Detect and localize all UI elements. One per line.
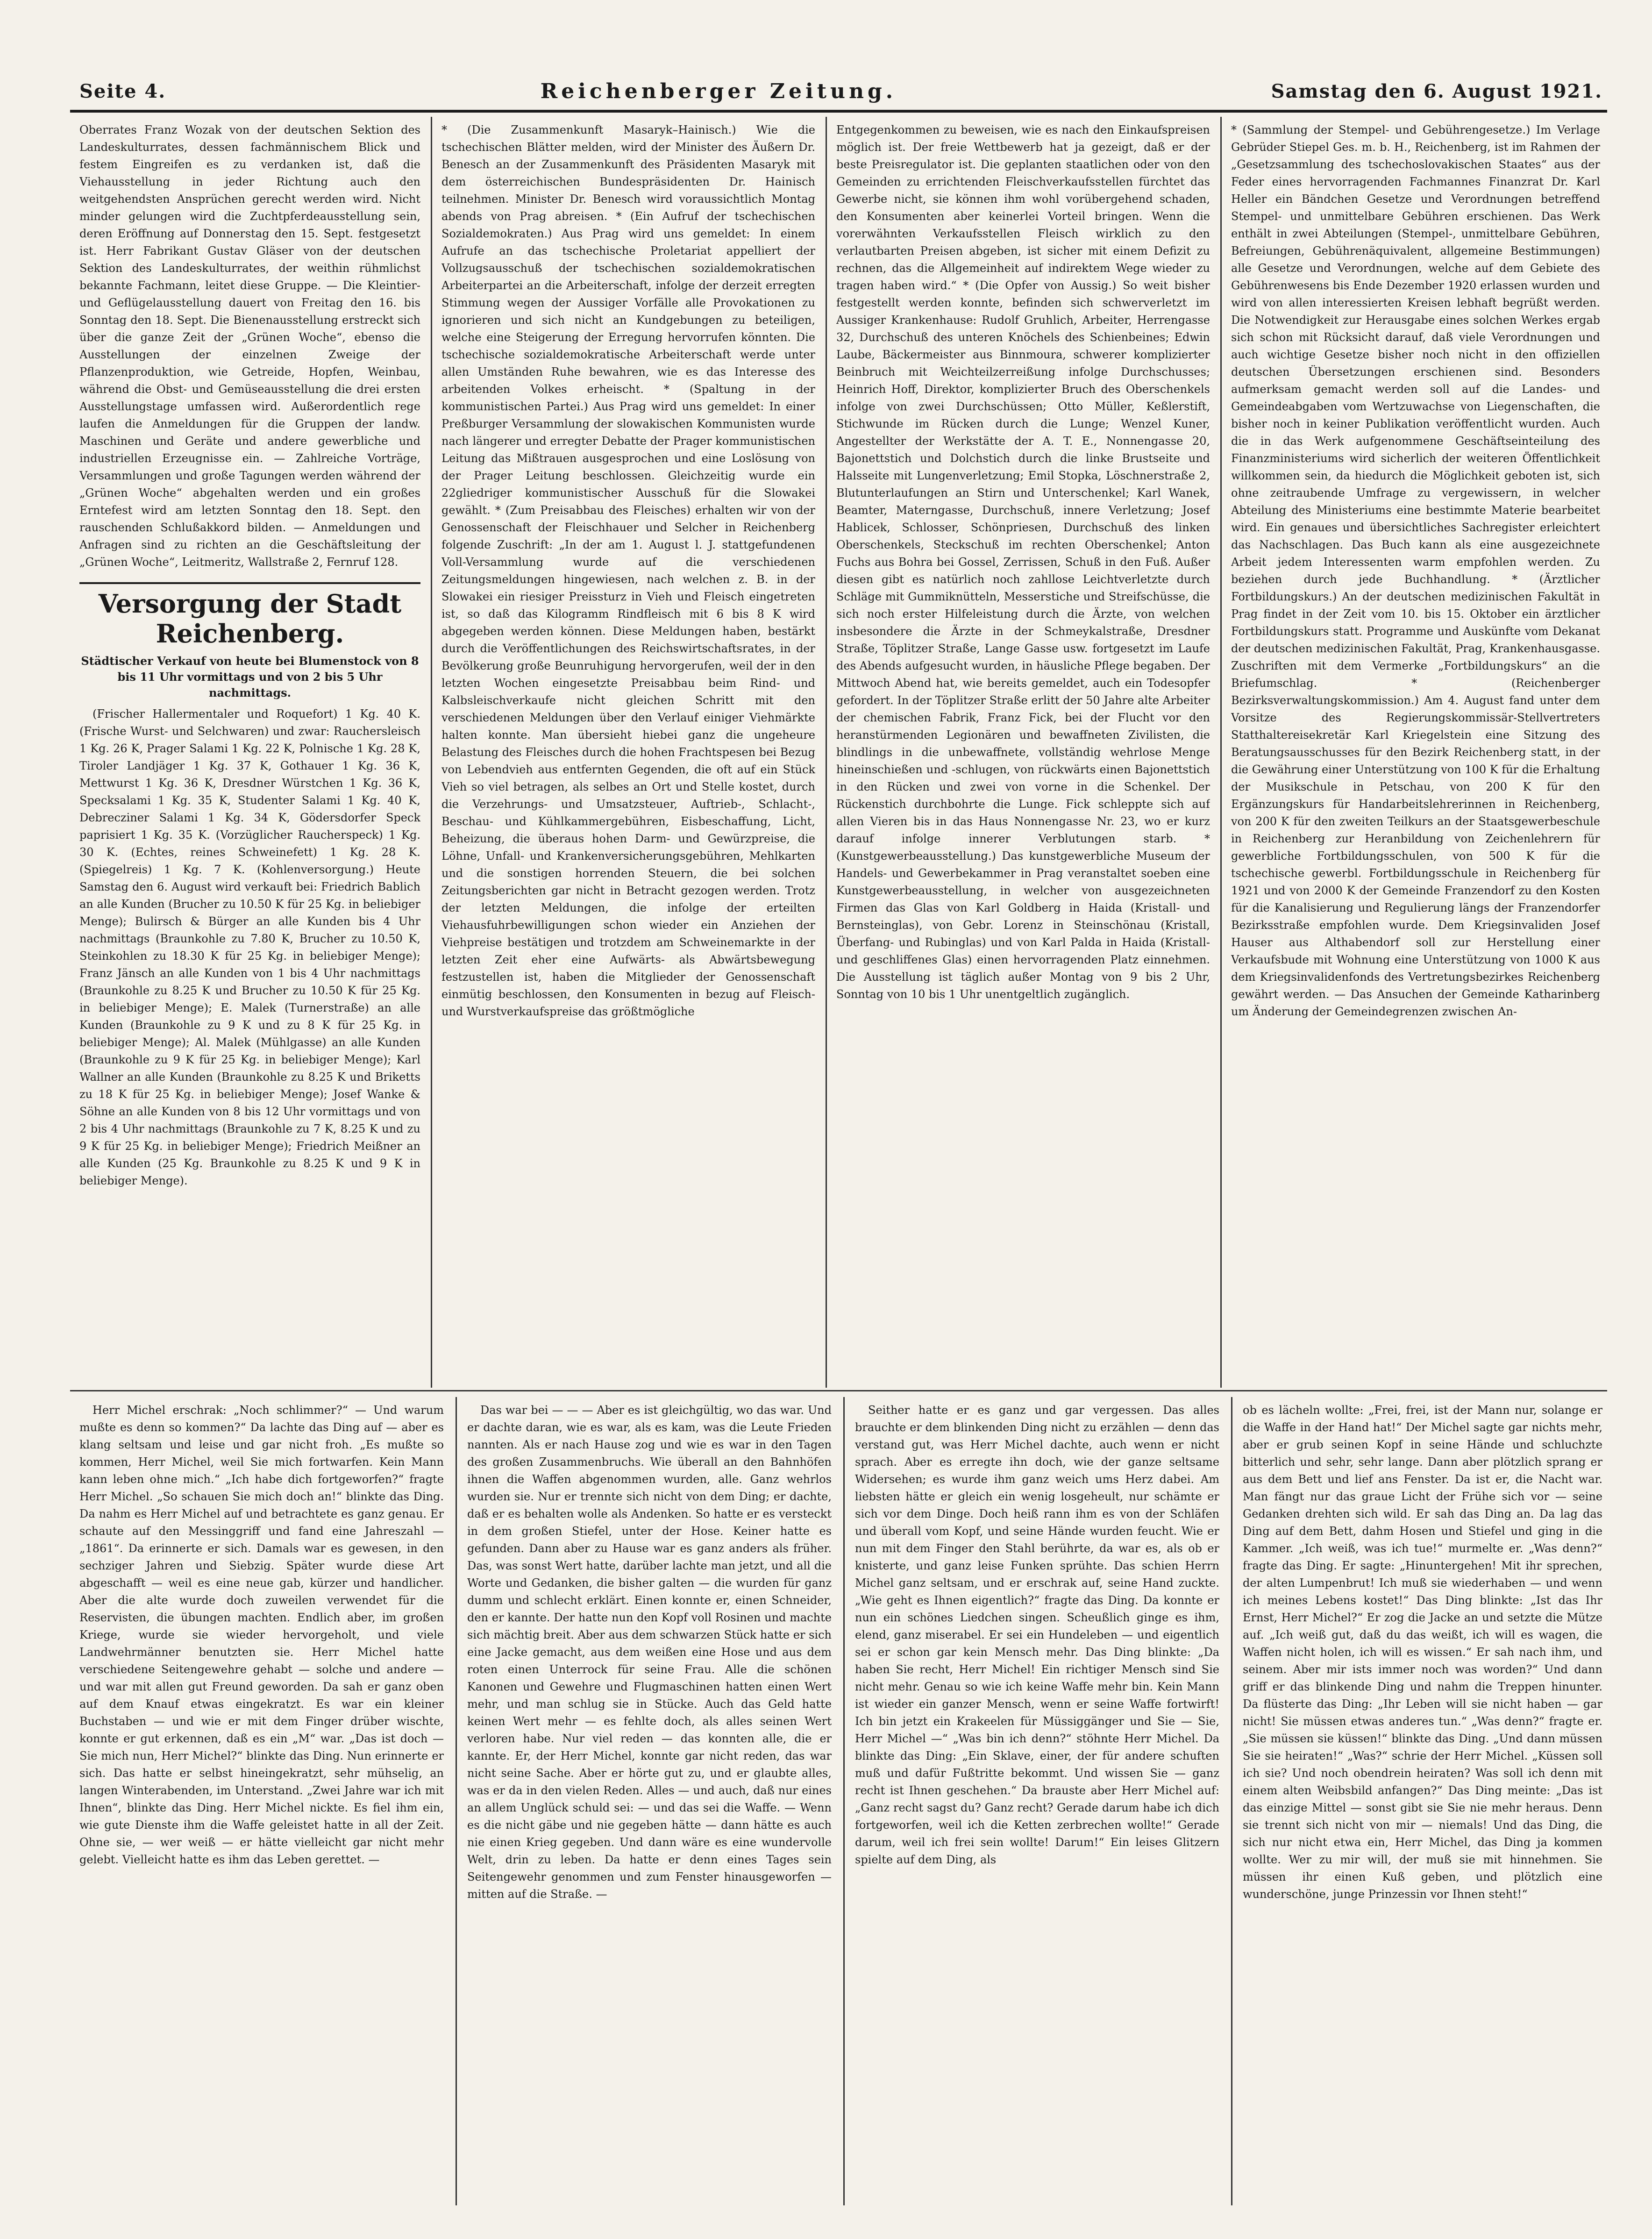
- top-column-1: [79, 121, 420, 1383]
- column-divider: [1231, 1397, 1232, 2205]
- top-column-4: [1231, 121, 1600, 1383]
- article-column-4: * (Sammlung der Stempel- und Gebührengesetze.) Im Verlage Gebrüder Stiepel Ges. m. b. H., Reichenberg, ist im Rahmen der „Gesetzsammlung des tschechoslovakischen Staates“ aus der Feder eines hervorragenden Fachmannes Finanzrat Dr. Karl Heller ein Bändchen Gesetze und Verordnungen betreffend Stempel- und unmittelbare Gebühren erschienen. Das Werk enthält in zwei Abteilungen (Stempel-, unmittelbare Gebühren, Befreiungen, Gebührenäquivalent, allgemeine Bestimmungen) alle Gesetze und Verordnungen, welche auf dem Gebiete des Gebührenwesens bis Ende Dezember 1920 erlassen wurden und wird von allen interessierten Kreisen lebhaft begrüßt werden. Die Notwendigkeit zur Herausgabe eines solchen Werkes ergab sich schon mit Rücksicht darauf, daß viele Verordnungen und auch wichtige Gesetze bisher noch nicht in den offiziellen deutschen Übersetzungen erschienen sind. Besonders aufmerksam gemacht werden soll auf die Landes- und Gemeindeabgaben vom Wertzuwachse von Liegenschaften, die bisher noch in keiner Publikation veröffentlicht wurden. Auch die in das Werk aufgenommene Geschäftseinteilung des Finanzministeriums wird sicherlich der weiteren Öffentlichkeit willkommen sein, da hiedurch die Möglichkeit geboten ist, sich ohne zeitraubende Umfrage zu vergewissern, in welcher Abteilung des Ministeriums eine bestimmte Materie bearbeitet wird. Ein genaues und übersichtliches Sachregister erleichtert das Nachschlagen. Das Buch kann als eine ausgezeichnete Arbeit jedem Interessenten warm empfohlen werden. Zu beziehen durch jede Buchhandlung. * (Ärztlicher Fortbildungskurs.) An der deutschen medizinischen Fakultät in Prag findet in der Zeit vom 10. bis 15. Oktober ein ärztlicher Fortbildungskurs statt. Programme und Auskünfte vom Dekanat der deutschen medizinischen Fakultät, Prag, Krankenhausgasse. Zuschriften mit dem Vermerke „Fortbildungskurs“ an die Briefumschlag. * (Reichenberger Bezirksverwaltungskommission.) Am 4. August fand unter dem Vorsitze des Regierungskommissär-Stellvertreters Statthaltereisekretär Karl Kriegelstein eine Sitzung des Beratungsausschusses für den Bezirk Reichenberg statt, in der die Gewährung einer Unterstützung von 100 K für die Erhaltung der Musikschule in Petschau, von 200 K für den Ergänzungskurs für Handarbeitslehrerinnen in Reichenberg, von 200 K für den zweiten Teilkurs an der Staatsgewerbeschule in Reichenberg zur Heranbildung von Zeichenlehrern für gewerbliche Fortbildungsschulen, von 500 K für die tschechische gewerbl. Fortbildungsschule in Reichenberg für 1921 und von 2000 K der Gemeinde Franzendorf zu den Kosten für die Kanalisierung und Regulierung längs der Franzendorfer Bezirksstraße empfohlen wurde. Dem Kriegsinvaliden Josef Hauser aus Althabendorf soll zur Herstellung einer Verkaufsbude mit Wohnung eine Unterstützung von 1000 K aus dem Kriegsinvalidenfonds des Vertretungsbezirkes Reichenberg gewährt werden. — Das Ansuchen der Gemeinde Katharinberg um Änderung der Gemeindegrenzen zwischen An-: [1231, 123, 1600, 1018]
- section-heading-versorgung: Versorgung der Stadt Reichenberg.: [79, 582, 420, 649]
- column-divider: [1220, 117, 1222, 1388]
- header-rule: [70, 110, 1607, 113]
- column-divider: [843, 1397, 845, 2205]
- top-column-3: [836, 121, 1210, 1383]
- issue-date: Samstag den 6. August 1921.: [1271, 80, 1602, 102]
- page-number: Seite 4.: [79, 80, 166, 102]
- feuilleton-column-3: [855, 1402, 1219, 2205]
- page-header: [79, 77, 1602, 105]
- feuilleton-text: Das war bei — — — Aber es ist gleichgültig, wo das war. Und er dachte daran, wie es war, als es kam, was die Leute Frieden nannten. Als er nach Hause zog und wie es war in den Tagen des großen Zusammenbruchs. Wie überall an den Bahnhöfen ihnen die Waffen abgenommen wurden, alle. Ganz wehrlos wurden sie. Nur er trennte sich nicht von dem Ding; er dachte, daß er es behalten wolle als Andenken. So hatte er es versteckt in dem großen Stiefel, unter der Hose. Keiner hatte es gefunden. Dann aber zu Hause war es ganz anders als früher. Das, was sonst Wert hatte, darüber lachte man jetzt, und all die Worte und Gedanken, die bisher galten — die wurden für ganz dumm und schlecht erklärt. Einen konnte er, einen Schneider, den er kannte. Der hatte nun den Kopf voll Rosinen und machte sich mächtig breit. Aber aus dem schwarzen Stück hatte er sich eine Jacke gemacht, aus dem weißen eine Hose und aus dem roten einen Unterrock für seine Frau. Alle die schönen Kanonen und Gewehre und Flugmaschinen hatten einen Wert mehr, und man schlug sie in Stücke. Auch das Geld hatte keinen Wert mehr — es fehlte doch, als alles seinen Wert verloren habe. Nur viel reden — das konnten alle, die er kannte. Er, der Herr Michel, konnte gar nicht reden, das war nicht seine Sache. Aber er hörte gut zu, und er glaubte alles, was er da in den vielen Reden. Alles — und auch, daß nur eines an allem Unglück schuld sei: — und das sei die Waffe. — Wenn es die nicht gäbe und nie gegeben hätte — dann hätte es auch nie einen Krieg gegeben. Und dann wäre es eine wundervolle Welt, drin zu leben. Da hatte er denn eines Tages sein Seitengewehr genommen und zum Fenster hinausgeworfen — mitten auf die Straße. —: [467, 1404, 832, 1901]
- article-column-2: * (Die Zusammenkunft Masaryk–Hainisch.) Wie die tschechischen Blätter melden, wird der Minister des Äußern Dr. Benesch an der Zusammenkunft des Präsidenten Masaryk mit dem österreichischen Bundespräsidenten Dr. Hainisch teilnehmen. Minister Dr. Benesch wird voraussichtlich Montag abends von Prag abreisen. * (Ein Aufruf der tschechischen Sozialdemokraten.) Aus Prag wird uns gemeldet: In einem Aufrufe an das tschechische Proletariat appelliert der Vollzugsausschuß der tschechischen sozialdemokratischen Arbeiterpartei an die Arbeiterschaft, infolge der derzeit erregten Stimmung wegen der Aussiger Vorfälle alle Provokationen zu ignorieren und sich nicht an Kundgebungen zu beteiligen, welche eine Steigerung der Erregung hervorrufen könnten. Die tschechische sozialdemokratische Arbeiterschaft werde unter allen Umständen Ruhe bewahren, wie es das Interesse des arbeitenden Volkes erheischt. * (Spaltung in der kommunistischen Partei.) Aus Prag wird uns gemeldet: In einer Preßburger Versammlung der slowakischen Kommunisten wurde nach längerer und erregter Debatte der Prager kommunistischen Leitung das Mißtrauen ausgesprochen und eine Loslösung von der Prager Leitung beschlossen. Gleichzeitig wurde ein 22gliedriger kommunistischer Ausschuß für die Slowakei gewählt. * (Zum Preisabbau des Fleisches) erhalten wir von der Genossenschaft der Fleischhauer und Selcher in Reichenberg folgende Zuschrift: „In der am 1. August l. J. stattgefundenen Voll-Versammlung wurde auf die verschiedenen Zeitungsmeldungen hingewiesen, nach welchen z. B. in der Slowakei ein riesiger Preissturz in Vieh und Fleisch eingetreten ist, so daß das Kilogramm Rindfleisch mit 6 bis 8 K wird abgegeben werden können. Diese Meldungen haben, bestärkt durch die Veröffentlichungen des Reichswirtschaftsrates, in der Bevölkerung große Beunruhigung hervorgerufen, weil der in den letzten Wochen eingesetzte Preisabbau beim Rind- und Kalbsleischverkaufe nicht gleichen Schritt mit den verschiedenen Meldungen über den Verlauf einiger Viehmärkte halten konnte. Man übersieht hiebei ganz die ungeheure Belastung des Fleisches durch die hohen Frachtspesen bei Bezug von Lebendvieh aus entfernten Gegenden, die oft auf ein Stück Vieh so viel betragen, als selbes an Ort und Stelle kostet, durch die Verzehrungs- und Umsatzsteuer, Auftrieb-, Schlacht-, Beschau- und Kühlkammergebühren, Eisbeschaffung, Licht, Beheizung, die überaus hohen Darm- und Gewürzpreise, die Löhne, Unfall- und Krankenversicherungsgebühren, Mehlkarten und die sonstigen horrenden Steuern, die bei solchen Zeitungsberichten gar nicht in Betracht gezogen werden. Trotz der letzten Meldungen, die infolge der erteilten Viehausfuhrbewilligungen schon wieder ein Anziehen der Viehpreise bestätigen und trotzdem am Schweinemarkte in der letzten Zeit eher eine Aufwärts- als Abwärtsbewegung festzustellen ist, haben die Mitglieder der Genossenschaft einmütig beschlossen, den Konsumenten in bezug auf Fleisch- und Wurstverkaufspreise das größtmögliche: [441, 123, 815, 1018]
- feuilleton-text: Herr Michel erschrak: „Noch schlimmer?“ — Und warum mußte es denn so kommen?“ Da lachte das Ding auf — aber es klang seltsam und leise und gar nicht froh. „Es mußte so kommen, Herr Michel, weil Sie mich fortwarfen. Kein Mann kann leben ohne mich.“ „Ich habe dich fortgeworfen?“ fragte Herr Michel. „So schauen Sie mich doch an!“ blinkte das Ding. Da nahm es Herr Michel auf und betrachtete es ganz genau. Er schaute auf den Messinggriff und fand eine Jahreszahl — „1861“. Da erinnerte er sich. Damals war es gewesen, in den sechziger Jahren und Siebzig. Später wurde diese Art abgeschafft — weil es eine neue gab, kürzer und handlicher. Aber die alte wurde doch zuweilen verwendet für die Reservisten, die übungen machten. Endlich aber, im großen Kriege, wurde sie wieder hervorgeholt, und viele Landwehrmänner benutzten sie. Herr Michel hatte verschiedene Seitengewehre gehabt — solche und andere — und war mit allen gut Freund geworden. Da sah er ganz oben auf dem Knauf etwas eingekratzt. Es war ein kleiner Buchstaben — und wie er mit dem Finger drüber wischte, konnte er gut erkennen, daß es ein „M“ war. „Das ist doch — Sie mich nun, Herr Michel?“ blinkte das Ding. Nun erinnerte er sich. Das hatte er selbst hineingekratzt, sehr mühselig, an langen Winterabenden, im Unterstand. „Zwei Jahre war ich mit Ihnen“, blinkte das Ding. Herr Michel nickte. Es fiel ihm ein, wie gute Dienste ihm die Waffe geleistet hatte in all der Zeit. Ohne sie, — wer weiß — er hätte vielleicht gar nicht mehr gelebt. Vielleicht hatte es ihm das Leben gerettet. —: [79, 1404, 444, 1866]
- feuilleton-text: ob es lächeln wollte: „Frei, frei, ist der Mann nur, solange er die Waffe in der Hand hat!“ Der Michel sagte gar nichts mehr, aber er grub seinen Kopf in seine Hände und schluchzte bitterlich und sehr, sehr lange. Dann aber plötzlich sprang er aus dem Bett und lief ans Fenster. Da ist er, die Nacht war. Man fängt nur das graue Licht der Frühe sich vor — seine Gedanken drehten sich wild. Er sah das Ding an. Da lag das Ding auf dem Bett, dahm Hosen und Stiefel und ging in die Kammer. „Ich weiß, was ich tue!“ murmelte er. „Was denn?“ fragte das Ding. Er sagte: „Hinuntergehen! Mit ihr sprechen, der alten Lumpenbrut! Ich muß sie wiederhaben — und wenn ich meines Lebens kostet!“ Das Ding blinkte: „Ist das Ihr Ernst, Herr Michel?“ Er zog die Jacke an und setzte die Mütze auf. „Ich weiß gut, daß du das weißt, ich will es wagen, die Waffen nicht holen, ich will es wissen.“ Er sah nach ihm, und seinem. Aber mir ists immer noch was worden?“ Und dann griff er das blinkende Ding und nahm die Treppen hinunter. Da flüsterte das Ding: „Ihr Leben will sie nicht haben — gar nicht! Sie müssen etwas anderes tun.“ „Was denn?“ fragte er. „Sie müssen sie küssen!“ blinkte das Ding. „Und dann müssen Sie sie heiraten!“ „Was?“ schrie der Herr Michel. „Küssen soll ich sie? Und noch obendrein heiraten? Was soll ich denn mit einem alten Weibsbild anfangen?“ Das Ding meinte: „Das ist das einzige Mittel — sonst gibt sie Sie nie mehr heraus. Denn sie trennt sich nicht von mir — niemals! Und das Ding, die sich nur nicht etwa ein, Herr Michel, das Ding ja kommen wollte. Wer zu mir will, der muß sie mit hinnehmen. Sie müssen ihr einen Kuß geben, und plötzlich eine wunderschöne, junge Prinzessin vor Ihnen steht!“: [1243, 1404, 1602, 1901]
- feuilleton-text: Seither hatte er es ganz und gar vergessen. Das alles brauchte er dem blinkenden Ding nicht zu erzählen — denn das verstand gut, was Herr Michel dachte, auch wenn er nicht sprach. Aber es erregte ihn doch, wie der ganze seltsame Widersehen; es wurde ihm ganz weich ums Herz dabei. Am liebsten hätte er gleich ein wenig losgeheult, nur schämte er sich vor dem Dinge. Doch heiß rann ihm es von der Schläfen und überall vom Kopf, und seine Hände wurden feucht. Wie er nun mit dem Finger den Stahl berührte, da war es, als ob er knisterte, und ganz leise Funken sprühte. Das schien Herrn Michel ganz seltsam, und er erschrak auf, seine Hand zuckte. „Wie geht es Ihnen eigentlich?“ fragte das Ding. Da konnte er nun ein schönes Liedchen singen. Scheußlich ginge es ihm, elend, ganz miserabel. Er sei ein Hundeleben — und eigentlich sei er schon gar kein Mensch mehr. Das Ding blinkte: „Da haben Sie recht, Herr Michel! Ein richtiger Mensch sind Sie nicht mehr. Genau so wie ich keine Waffe mehr bin. Kein Mann ist wieder ein ganzer Mensch, wenn er seine Waffe fortwirft! Ich bin jetzt ein Krakeelen für Müssiggänger und Sie — Sie, Herr Michel —“ „Was bin ich denn?“ stöhnte Herr Michel. Da blinkte das Ding: „Ein Sklave, einer, der für andere schuften muß und dafür Fußtritte bekommt. Und wissen Sie — ganz recht ist Ihnen geschehen.“ Da brauste aber Herr Michel auf: „Ganz recht sagst du? Ganz recht? Gerade darum habe ich dich fortgeworfen, weil ich die Ketten zerbrechen wollte!“ Gerade darum, weil ich frei sein wollte! Darum!“ Ein leises Glitzern spielte auf dem Ding, als: [855, 1404, 1219, 1866]
- article-grüne-woche: Oberrates Franz Wozak von der deutschen Sektion des Landeskulturrates, dessen fachmännischem Blick und festem Eingreifen es zu verdanken ist, daß die Viehausstellung in jeder Richtung auch den weitgehendsten Ansprüchen gerecht werden wird. Nicht minder gelungen wird die Zuchtpferdeausstellung sein, deren Eröffnung auf Donnerstag den 15. Sept. festgesetzt ist. Herr Fabrikant Gustav Gläser von der deutschen Sektion des Landeskulturrates, der weithin rühmlichst bekannte Fachmann, leitet diese Gruppe. — Die Kleintier- und Geflügelausstellung dauert von Freitag den 16. bis Sonntag den 18. Sept. Die Bienenausstellung erstreckt sich über die ganze Zeit der „Grünen Woche“, ebenso die Ausstellungen der einzelnen Zweige der Pflanzenproduktion, wie Getreide, Hopfen, Weinbau, während die Obst- und Gemüseausstellung die drei ersten Ausstellungstage umfassen wird. Außerordentlich rege laufen die Anmeldungen für die Gruppen der landw. Maschinen und Geräte und andere gewerbliche und industriellen Erzeugnisse ein. — Zahlreiche Vorträge, Versammlungen und große Tagungen werden während der „Grünen Woche“ abgehalten werden und ein großes Erntefest wird am letzten Sonntag den 18. Sept. den rauschenden Schlußakkord bilden. — Anmeldungen und Anfragen sind zu richten an die Geschäftsleitung der „Grünen Woche“, Leitmeritz, Wallstraße 2, Fernruf 128.: [79, 123, 420, 569]
- feuilleton-column-1: [79, 1402, 444, 2205]
- newspaper-title: Reichenberger Zeitung.: [540, 79, 897, 103]
- article-column-3: Entgegenkommen zu beweisen, wie es nach den Einkaufspreisen möglich ist. Der freie Wettbewerb hat ja gezeigt, daß er der beste Preisregulator ist. Die geplanten staatlichen oder von den Gemeinden zu errichtenden Fleischverkaufsstellen fürchtet das Gewerbe nicht, sie können ihm wohl vorübergehend schaden, den Konsumenten aber keinerlei Vorteil bringen. Wenn die vorerwähnten Verkaufsstellen Fleisch wirklich zu den verlautbarten Preisen abgeben, ist sicher mit einem Defizit zu rechnen, das die Allgemeinheit auf indirektem Wege wieder zu tragen haben wird.“ * (Die Opfer von Aussig.) So weit bisher festgestellt werden konnte, befinden sich schwerverletzt im Aussiger Krankenhause: Rudolf Gruhlich, Arbeiter, Herrengasse 32, Durchschuß des unteren Knöchels des Schienbeines; Edwin Laube, Bäckermeister aus Binnmoura, schwerer komplizierter Beinbruch mit Weichteilzerreißung infolge Durchschusses; Heinrich Hoff, Direktor, komplizierter Bruch des Oberschenkels infolge von zwei Durchschüssen; Otto Müller, Keßlerstift, Stichwunde im Rücken durch die Lunge; Wenzel Kuner, Angestellter der Werkstätte der A. T. E., Nonnengasse 20, Bajonettstich und Dolchstich durch die linke Brustseite und Halsseite mit Lungenverletzung; Emil Stopka, Löschnerstraße 2, Blutunterlaufungen an Stirn und Unterschenkel; Karl Wanek, Beamter, Materngasse, Durchschuß, innere Verletzung; Josef Hablicek, Schlosser, Schönpriesen, Durchschuß des linken Oberschenkels, Steckschuß im rechten Oberschenkel; Anton Fuchs aus Bohra bei Gossel, Zerrissen, Schuß in den Fuß. Außer diesen gibt es natürlich noch zahllose Leichtverletzte durch Schläge mit Gummiknütteln, Messerstiche und Streifschüsse, die sich noch erster Hilfeleistung durch die Ärzte, von welchen insbesondere die Ärzte in der Schmeykalstraße, Dresdner Straße, Töplitzer Straße, Lange Gasse usw. fortgesetzt im Laufe des Abends aufgesucht wurden, in häusliche Pflege begaben. Der Mittwoch Abend hat, wie bereits gemeldet, auch ein Todesopfer gefordert. In der Töplitzer Straße erlitt der 50 Jahre alte Arbeiter der chemischen Fabrik, Franz Fick, bei der Flucht vor den heranstürmenden Legionären und bewaffneten Zivilisten, die blindlings in die unbewaffnete, vollständig wehrlose Menge hineinschießen und -schlugen, von rückwärts einen Bajonettstich in den Rücken und zwei von vorne in die Schenkel. Der Rückenstich durchbohrte die Lunge. Fick schleppte sich auf allen Vieren bis in das Haus Nonnengasse Nr. 23, wo er kurz darauf infolge innerer Verblutungen starb. * (Kunstgewerbeausstellung.) Das kunstgewerbliche Museum der Handels- und Gewerbekammer in Prag veranstaltet soeben eine Kunstgewerbeausstellung, in welcher von ausgezeichneten Firmen das Glas von Karl Goldberg in Haida (Kristall- und Bernsteinglas), von Gebr. Lorenz in Steinschönau (Kristall, Überfang- und Rubinglas) und von Karl Palda in Haida (Kristall- und geschliffenes Glas) einen hervorragenden Platz einnehmen. Die Ausstellung ist täglich außer Montag von 9 bis 2 Uhr, Sonntag von 10 bis 1 Uhr unentgeltlich zugänglich.: [836, 123, 1210, 1001]
- column-divider: [431, 117, 432, 1388]
- column-divider: [826, 117, 827, 1388]
- feuilleton-column-2: [467, 1402, 832, 2205]
- section-subheading: Städtischer Verkauf von heute bei Blumenstock von 8 bis 11 Uhr vormittags und von 2 bis 5 Uhr nachmittags.: [81, 654, 419, 699]
- top-column-2: [441, 121, 815, 1383]
- feuilleton-rule: [70, 1390, 1607, 1391]
- feuilleton-column-4: [1243, 1402, 1602, 2205]
- column-divider: [456, 1397, 457, 2205]
- article-versorgung: (Frischer Hallermentaler und Roquefort) 1 Kg. 40 K. (Frische Wurst- und Selchwaren) und zwar: Rauchersleisch 1 Kg. 26 K, Prager Salami 1 Kg. 22 K, Polnische 1 Kg. 28 K, Tiroler Landjäger 1 Kg. 37 K, Gothauer 1 Kg. 36 K, Mettwurst 1 Kg. 36 K, Dresdner Würstchen 1 Kg. 36 K, Specksalami 1 Kg. 35 K, Studenter Salami 1 Kg. 40 K, Debrecziner Salami 1 Kg. 34 K, Gödersdorfer Speck paprisiert 1 Kg. 35 K. (Vorzüglicher Raucherspeck) 1 Kg. 30 K. (Echtes, reines Schweinefett) 1 Kg. 28 K. (Spiegelreis) 1 Kg. 7 K. (Kohlenversorgung.) Heute Samstag den 6. August wird verkauft bei: Friedrich Bablich an alle Kunden (Brucher zu 10.50 K für 25 Kg. in beliebiger Menge); Bulirsch & Bürger an alle Kunden bis 4 Uhr nachmittags (Braunkohle zu 7.80 K, Brucher zu 10.50 K, Steinkohlen zu 18.30 K für 25 Kg. in beliebiger Menge); Franz Jänsch an alle Kunden von 1 bis 4 Uhr nachmittags (Braunkohle zu 8.25 K und Brucher zu 10.50 K für 25 Kg. in beliebiger Menge); E. Malek (Turnerstraße) an alle Kunden (Braunkohle zu 9 K und zu 8 K für 25 Kg. in beliebiger Menge); Al. Malek (Mühlgasse) an alle Kunden (Braunkohle zu 9 K für 25 Kg. in beliebiger Menge); Karl Wallner an alle Kunden (Braunkohle zu 8.25 K und Briketts zu 18 K für 25 Kg. in beliebiger Menge); Josef Wanke & Söhne an alle Kunden von 8 bis 12 Uhr vormittags und von 2 bis 4 Uhr nachmittags (Braunkohle zu 7 K, 8.25 K und zu 9 K für 25 Kg. in beliebiger Menge); Friedrich Meißner an alle Kunden (25 Kg. Braunkohle zu 8.25 K und 9 K in beliebiger Menge).: [79, 707, 420, 1187]
